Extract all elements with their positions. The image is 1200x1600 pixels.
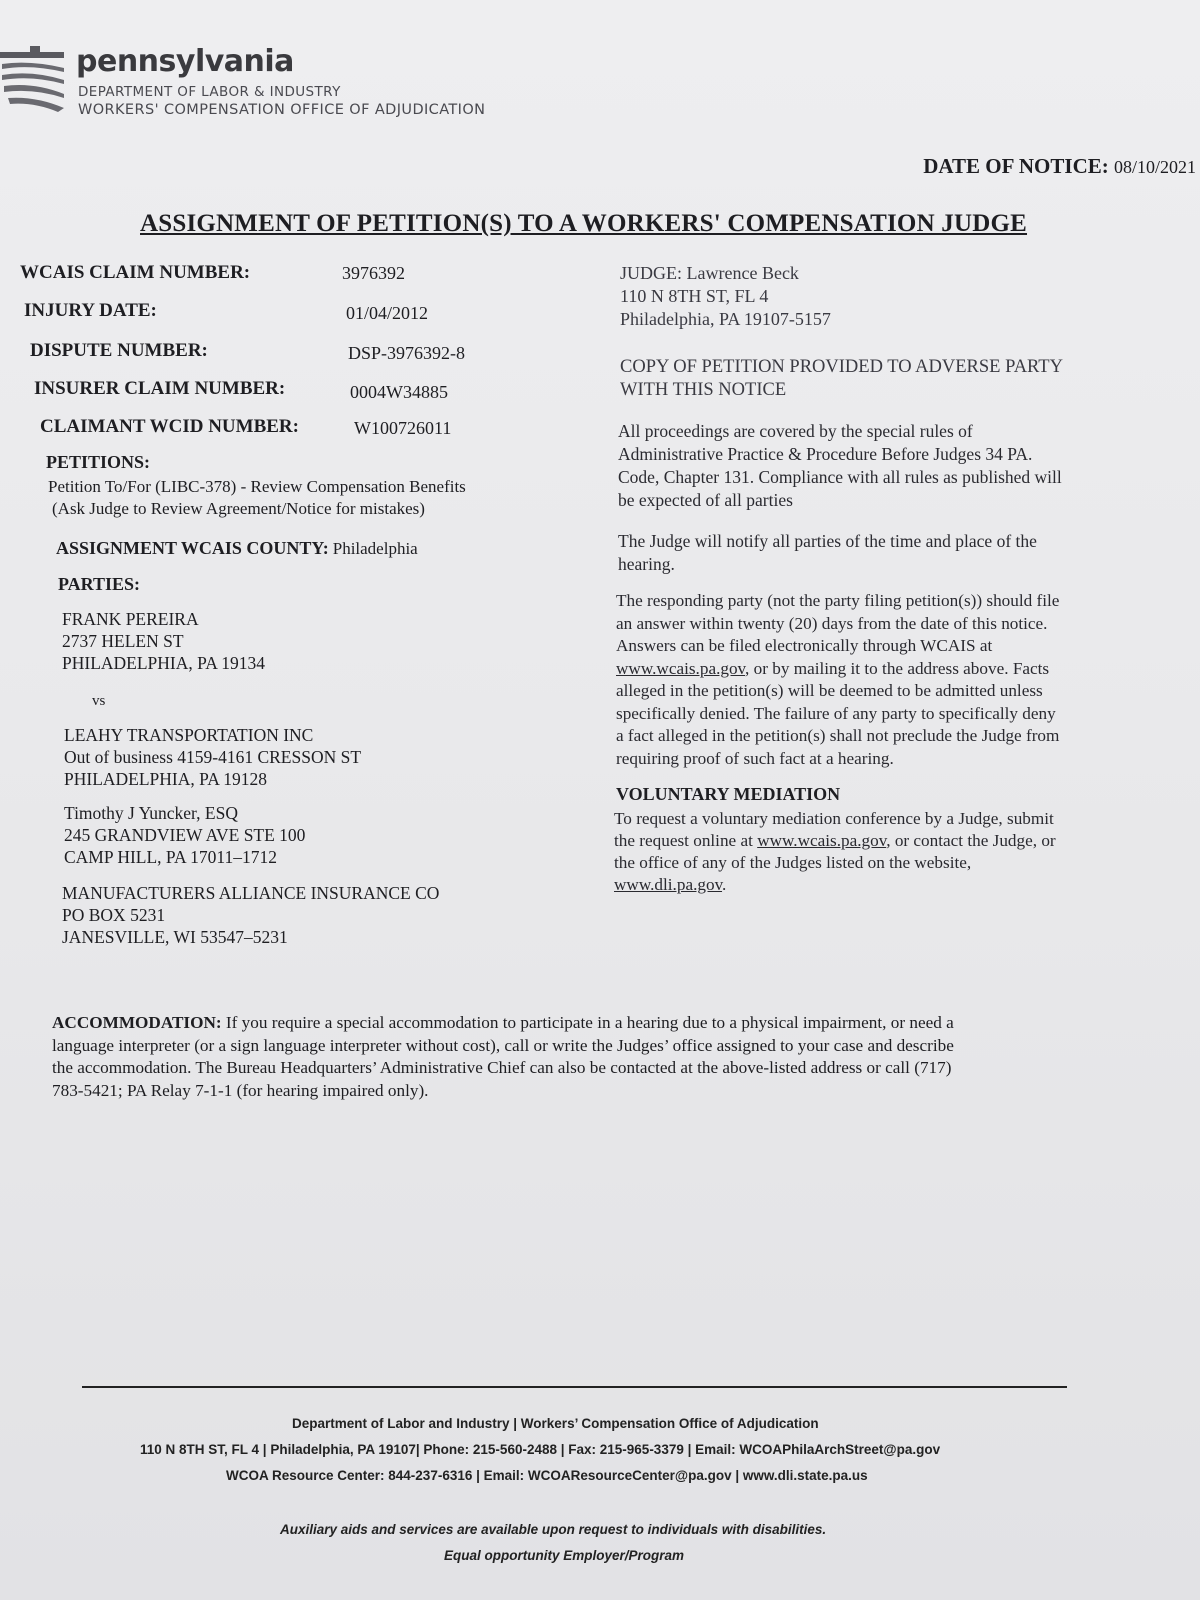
copy-notice-line-2: WITH THIS NOTICE <box>620 380 787 400</box>
judge-address-line-2: Philadelphia, PA 19107-5157 <box>620 309 831 329</box>
field-value-injury-date: 01/04/2012 <box>346 303 429 323</box>
brand-name: pennsylvania <box>76 44 294 79</box>
party-insurer-city: JANESVILLE, WI 53547–5231 <box>62 927 288 947</box>
field-value-claimant-wcid: W100726011 <box>354 418 452 438</box>
party-claimant-city: PHILADELPHIA, PA 19134 <box>62 653 266 673</box>
wcais-mediation-link[interactable]: www.wcais.pa.gov <box>757 831 887 850</box>
mediation-line-2-pre: the request online at <box>614 831 758 850</box>
copy-of-petition-notice <box>620 356 1063 402</box>
notify-line-2: hearing. <box>618 554 675 574</box>
field-label-dispute-number: DISPUTE NUMBER: <box>30 340 208 361</box>
proceedings-line-1: All proceedings are covered by the special rules of <box>618 421 973 441</box>
responding-line-6: specifically denied. The failure of any party to specifically deny <box>616 703 1056 723</box>
notify-line-1: The Judge will notify all parties of the time and place of the <box>618 531 1037 551</box>
party-claimant-name: FRANK PEREIRA <box>62 609 199 629</box>
footer-line-1: Department of Labor and Industry | Workers’ Compensation Office of Adjudication <box>292 1416 819 1431</box>
field-value-dispute-number: DSP-3976392-8 <box>348 343 466 363</box>
responding-line-2: an answer within twenty (20) days from the date of this notice. <box>616 613 1048 633</box>
mediation-line-3: the office of any of the Judges listed on the website, <box>614 853 972 872</box>
pennsylvania-keystone-logo-icon <box>0 42 66 114</box>
responding-line-7: a fact alleged in the petition(s) shall not preclude the Judge from <box>616 726 1060 745</box>
accommodation-line-4: 783-5421; PA Relay 7-1-1 (for hearing impaired only). <box>52 1080 429 1100</box>
responding-line-1: The responding party (not the party filing petition(s)) should file <box>616 591 1060 610</box>
dli-link[interactable]: www.dli.pa.gov <box>614 875 723 894</box>
proceedings-line-4: be expected of all parties <box>618 490 793 510</box>
accommodation-line-2: language interpreter (or a sign language interpreter without cost), call or write the Judges’ office assigned to your case and describe <box>52 1035 954 1055</box>
field-value-insurer-claim: 0004W34885 <box>350 382 448 402</box>
party-attorney <box>64 802 305 868</box>
party-insurer-name: MANUFACTURERS ALLIANCE INSURANCE CO <box>62 883 440 903</box>
field-label-wcais-claim: WCAIS CLAIM NUMBER: <box>20 262 251 283</box>
judge-label: JUDGE: <box>620 263 682 283</box>
party-claimant <box>62 608 265 674</box>
responding-party-instructions <box>616 590 1059 770</box>
party-attorney-name: Timothy J Yuncker, ESQ <box>64 803 238 823</box>
responding-line-4 <box>616 658 1059 681</box>
party-employer-name: LEAHY TRANSPORTATION INC <box>64 725 314 745</box>
responding-line-5: alleged in the petition(s) will be deemed to be admitted unless <box>616 681 1043 700</box>
judge-block <box>620 262 831 331</box>
assignment-county <box>56 538 418 559</box>
mediation-line-1: To request a voluntary mediation conference by a Judge, submit <box>614 809 1054 828</box>
county-value: Philadelphia <box>332 539 418 558</box>
department-name: DEPARTMENT OF LABOR & INDUSTRY <box>78 84 341 100</box>
accommodation-label: ACCOMMODATION: <box>52 1013 222 1032</box>
date-of-notice-label: DATE OF NOTICE: <box>923 154 1109 178</box>
office-name: WORKERS' COMPENSATION OFFICE OF ADJUDICATION <box>78 102 486 118</box>
party-attorney-street: 245 GRANDVIEW AVE STE 100 <box>64 825 306 845</box>
petition-line-1: Petition To/For (LIBC-378) - Review Compensation Benefits <box>48 477 466 496</box>
footer-line-3: WCOA Resource Center: 844-237-6316 | Email: WCOAResourceCenter@pa.gov | www.dli.state.pa.us <box>226 1468 868 1483</box>
responding-line-3: Answers can be filed electronically through WCAIS at <box>616 636 993 655</box>
field-label-injury-date: INJURY DATE: <box>24 300 157 321</box>
judge-notify-text <box>618 530 1037 576</box>
parties-heading: PARTIES: <box>58 574 141 594</box>
party-employer-street: Out of business 4159-4161 CRESSON ST <box>64 747 362 767</box>
mediation-line-4-post: . <box>722 875 727 894</box>
footer-auxiliary-aids: Auxiliary aids and services are available upon request to individuals with disabilities. <box>280 1522 827 1537</box>
accommodation-paragraph <box>52 1012 1142 1102</box>
mediation-line-2-post: , or contact the Judge, or <box>886 831 1056 850</box>
field-value-wcais-claim: 3976392 <box>342 263 405 283</box>
responding-line-4-text: , or by mailing it to the address above. Facts <box>745 658 1050 678</box>
petition-line-2: (Ask Judge to Review Agreement/Notice for mistakes) <box>52 499 425 518</box>
proceedings-line-2: Administrative Practice & Procedure Before Judges 34 PA. <box>618 444 1033 464</box>
proceedings-line-3: Code, Chapter 131. Compliance with all rules as published will <box>618 467 1062 487</box>
footer-line-2: 110 N 8TH ST, FL 4 | Philadelphia, PA 19107| Phone: 215-560-2488 | Fax: 215-965-3379 | Email: WCOAPhilaArchStreet@pa.gov <box>140 1442 941 1457</box>
accommodation-line-1-text: If you require a special accommodation to participate in a hearing due to a physical impairment, or need a <box>221 1013 954 1032</box>
county-label: ASSIGNMENT WCAIS COUNTY: <box>56 538 329 558</box>
party-attorney-city: CAMP HILL, PA 17011–1712 <box>64 847 277 867</box>
mediation-line-4 <box>614 874 1056 896</box>
party-insurer <box>62 882 439 948</box>
field-label-insurer-claim: INSURER CLAIM NUMBER: <box>34 378 286 399</box>
mediation-line-2 <box>614 830 1056 852</box>
party-claimant-street: 2737 HELEN ST <box>62 631 184 651</box>
party-insurer-street: PO BOX 5231 <box>62 905 166 925</box>
date-of-notice-value: 08/10/2021 <box>1113 157 1196 177</box>
voluntary-mediation-heading: VOLUNTARY MEDIATION <box>616 784 841 804</box>
versus-text: vs <box>92 693 106 709</box>
petitions-heading: PETITIONS: <box>46 452 151 472</box>
voluntary-mediation-text <box>614 808 1056 896</box>
accommodation-line-1 <box>52 1012 1142 1035</box>
footer-divider <box>82 1386 1067 1388</box>
judge-name: Lawrence Beck <box>686 263 799 283</box>
wcais-link[interactable]: www.wcais.pa.gov <box>616 658 746 678</box>
proceedings-rules <box>618 420 1062 512</box>
footer-equal-opportunity: Equal opportunity Employer/Program <box>444 1548 685 1563</box>
accommodation-line-3: the accommodation. The Bureau Headquarters’ Administrative Chief can also be contacted at the above-listed address or call (717) <box>52 1058 952 1077</box>
document-title: ASSIGNMENT OF PETITION(S) TO A WORKERS' COMPENSATION JUDGE <box>140 210 1028 237</box>
responding-line-8: requiring proof of such fact at a hearing. <box>616 748 894 768</box>
party-employer-city: PHILADELPHIA, PA 19128 <box>64 769 268 789</box>
field-label-claimant-wcid: CLAIMANT WCID NUMBER: <box>40 416 299 437</box>
party-employer <box>64 724 361 790</box>
copy-notice-line-1: COPY OF PETITION PROVIDED TO ADVERSE PARTY <box>620 357 1063 377</box>
date-of-notice <box>923 154 1196 179</box>
judge-address-line-1: 110 N 8TH ST, FL 4 <box>620 286 769 306</box>
